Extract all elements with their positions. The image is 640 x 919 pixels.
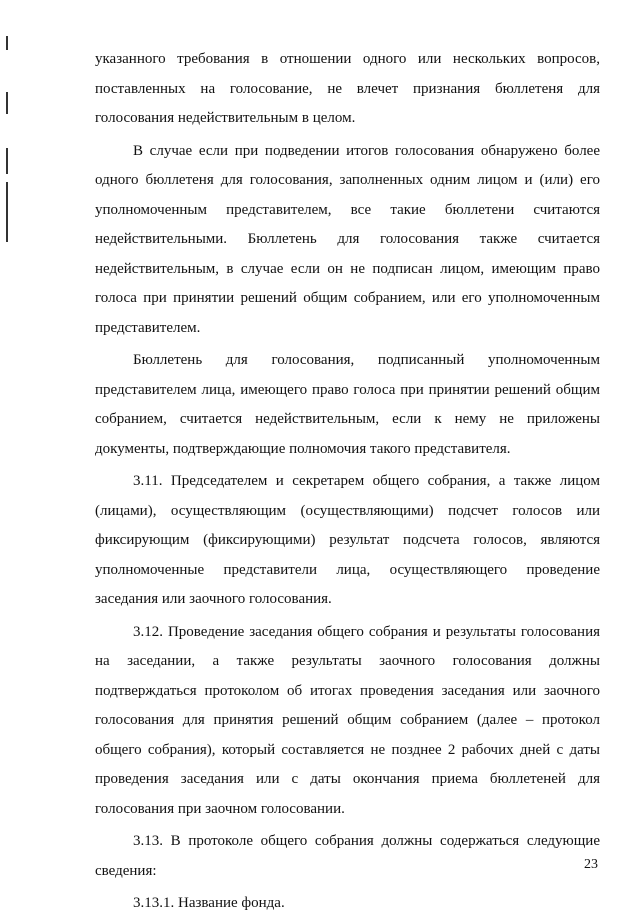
margin-mark-3 [6, 148, 8, 174]
document-page [95, 45, 600, 919]
margin-mark-4 [6, 182, 8, 242]
paragraph-3-13: 3.13. В протоколе общего собрания должны содержаться следующие сведения: [95, 833, 600, 879]
paragraph-3-13-1: 3.13.1. Название фонда. [133, 895, 285, 911]
paragraph-continuation: указанного требования в отношении одного или нескольких вопросов, поставленных на голосование, не влечет признания бюллетеня для голосования недействительным в целом. [95, 51, 600, 126]
margin-mark-1 [6, 36, 8, 50]
paragraph-invalid-ballots: В случае если при подведении итогов голосования обнаружено более одного бюллетеня для голосования, заполненных одним лицом и (или) его уполномоченным представителем, все такие бюллетени считаются недействительными. Бюллетень для голосования также считается недействительным, в случае если он не подписан лицом, имеющим право голоса при принятии решений общим собранием, или его уполномоченным представителем. [95, 142, 600, 336]
page-number: 23 [584, 857, 598, 872]
paragraph-3-11: 3.11. Председателем и секретарем общего собрания, а также лицом (лицами), осуществляющим (осуществляющими) подсчет голосов или фиксирующим (фиксирующими) результат подсчета голосов, являются уполномоченные представители лица, осуществляющего проведение заседания или заочного голосования. [95, 473, 600, 607]
margin-mark-2 [6, 92, 8, 114]
paragraph-representative-ballot: Бюллетень для голосования, подписанный уполномоченным представителем лица, имеющего право голоса при принятии решений общим собранием, считается недействительным, если к нему не приложены документы, подтверждающие полномочия такого представителя. [95, 352, 600, 457]
paragraph-3-12: 3.12. Проведение заседания общего собрания и результаты голосования на заседании, а также результаты заочного голосования должны подтверждаться протоколом об итогах проведения заседания или заочного голосования для принятия решений общим собранием (далее – протокол общего собрания), который составляется не позднее 2 рабочих дней с даты проведения заседания или с даты окончания приема бюллетеней для голосования при заочном голосовании. [95, 623, 600, 817]
